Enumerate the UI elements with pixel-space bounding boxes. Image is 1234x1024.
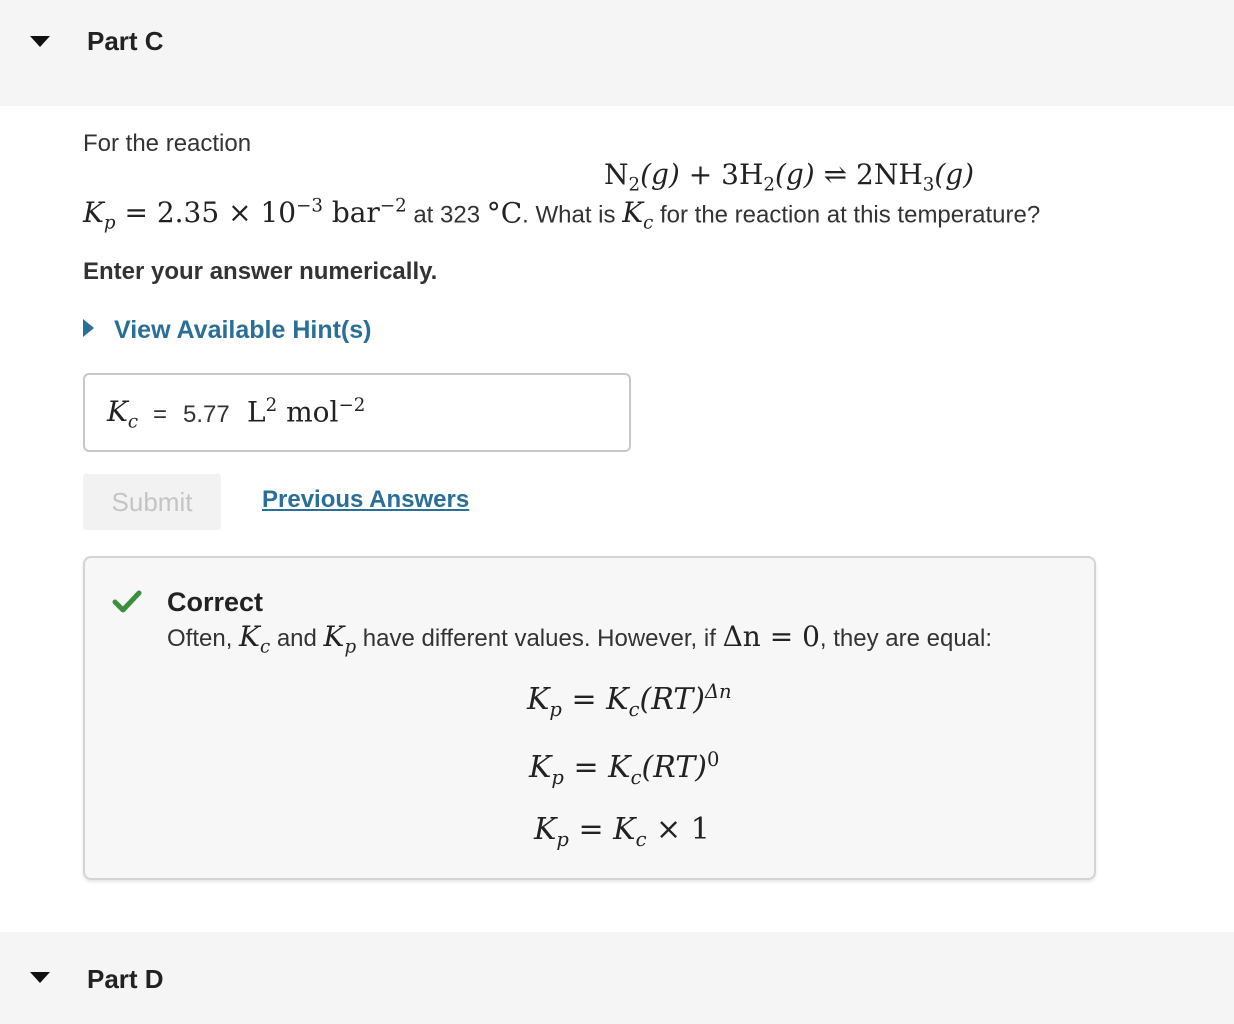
previous-answers-link[interactable]: Previous Answers [262, 486, 470, 513]
part-d-header[interactable] [0, 932, 1234, 1024]
collapse-triangle-icon[interactable] [30, 972, 50, 983]
instruction-text: Enter your answer numerically. [83, 258, 438, 285]
feedback-panel [83, 556, 1096, 880]
answer-unit: $L^2$ mol$^{-2}$ [247, 395, 366, 429]
question-text: $K_p = 2.35 \times 10^{-3}$ bar$^{-2}$ at 323 °C. What is $K_c$ for the reaction at this temperature? [83, 196, 1041, 234]
answer-label: $K_c$ [107, 395, 139, 433]
check-icon [112, 590, 142, 614]
collapse-triangle-icon[interactable] [30, 36, 50, 47]
equation-3: $K_p = K_c \times 1$ [534, 812, 710, 851]
question-intro: For the reaction [83, 130, 252, 157]
part-c-header[interactable] [0, 0, 1234, 106]
answer-field[interactable] [83, 373, 631, 452]
equation-1: $K_p = K_c(RT)^{\Delta n}$ [527, 680, 732, 721]
part-d-title: Part D [87, 964, 164, 994]
part-c-title: Part C [87, 26, 164, 56]
feedback-text: Often, $K_c$ and $K_p$ have different values. However, if Δn = 0, they are equal: [167, 620, 993, 658]
view-hints-link[interactable]: View Available Hint(s) [83, 316, 371, 345]
reaction-equation: $N_2(g) + 3H_2(g)$ ⇌ $2NH_3(g)$ [604, 158, 975, 196]
equation-2: $K_p = K_c(RT)^0$ [529, 748, 720, 789]
feedback-title: Correct [167, 587, 264, 617]
answer-equals: = [153, 401, 168, 428]
answer-value: 5.77 [183, 401, 230, 428]
submit-button[interactable]: Submit [83, 474, 221, 530]
expand-arrow-icon [83, 319, 94, 337]
